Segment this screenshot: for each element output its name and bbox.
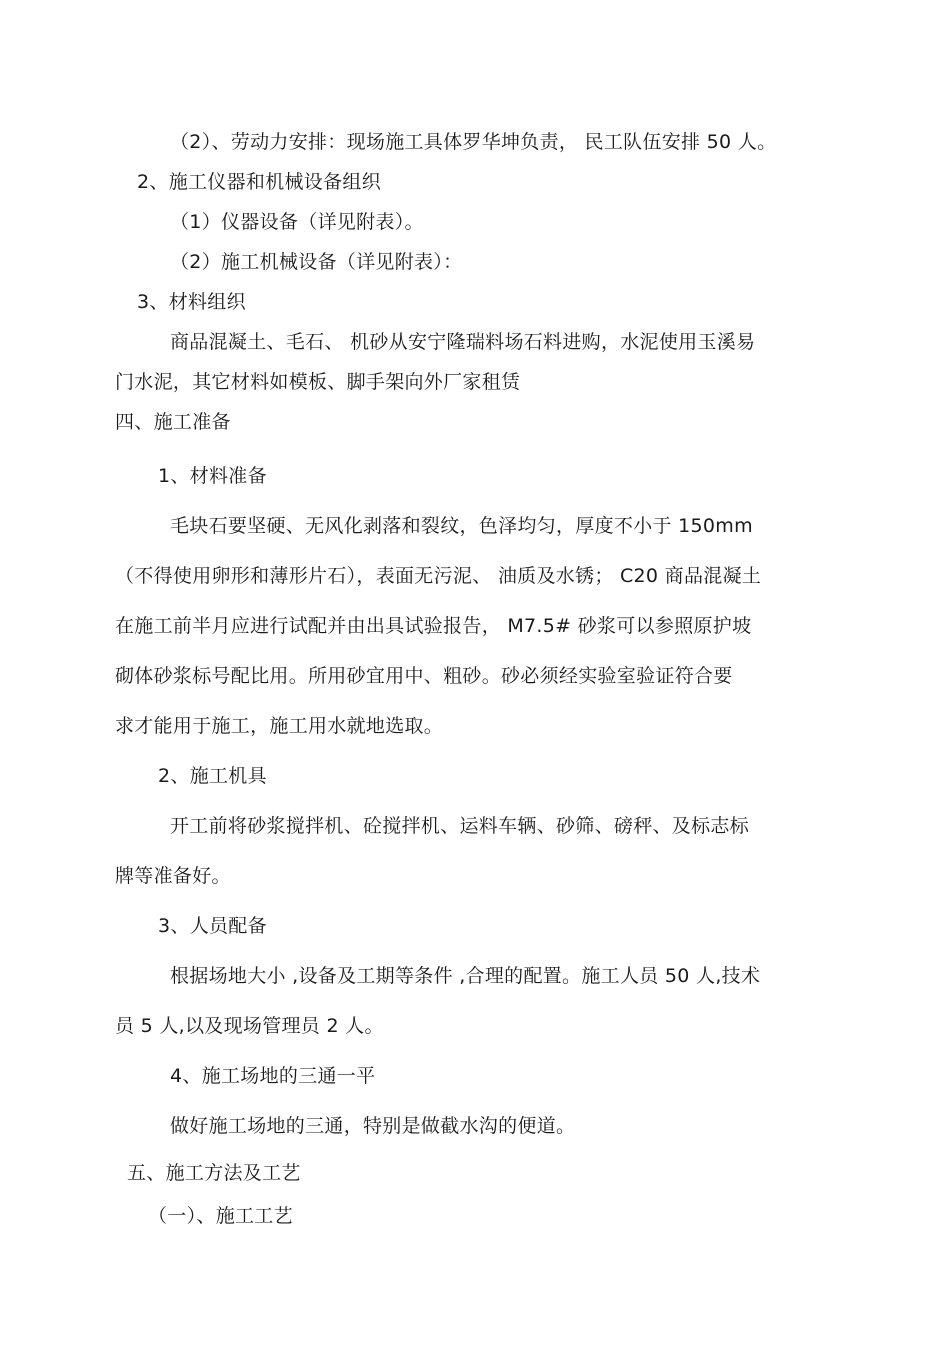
section-heading: 4、施工场地的三通一平 (170, 1065, 376, 1087)
subsection-heading: （一）、施工工艺 (148, 1205, 293, 1227)
paragraph-line: 开工前将砂浆搅拌机、砼搅拌机、运料车辆、砂筛、磅秤、及标志标 (170, 815, 750, 837)
section-heading: 3、材料组织 (137, 291, 246, 313)
section-heading: 1、材料准备 (158, 465, 267, 487)
paragraph-line: 求才能用于施工，施工用水就地选取。 (115, 715, 444, 737)
paragraph-line: 砌体砂浆标号配比用。所用砂宜用中、粗砂。砂必须经实验室验证符合要 (115, 665, 733, 687)
paragraph-line: 牌等准备好。 (115, 865, 231, 887)
paragraph-line: 毛块石要坚硬、无风化剥落和裂纹，色泽均匀，厚度不小于 150mm (170, 515, 753, 537)
paragraph-line: 在施工前半月应进行试配并由出具试验报告， M7.5# 砂浆可以参照原护坡 (115, 615, 752, 637)
section-heading: 3、人员配备 (158, 915, 267, 937)
paragraph-line: （不得使用卵形和薄形片石），表面无污泥、 油质及水锈； C20 商品混凝土 (115, 565, 762, 587)
paragraph-line: 做好施工场地的三通，特别是做截水沟的便道。 (170, 1115, 576, 1137)
paragraph-line: 根据场地大小 ,设备及工期等条件 ,合理的配置。施工人员 50 人,技术 (170, 965, 761, 987)
section-heading: 2、施工仪器和机械设备组织 (137, 171, 381, 193)
paragraph-line: 员 5 人,以及现场管理员 2 人。 (115, 1015, 384, 1037)
paragraph-line: 门水泥，其它材料如模板、脚手架向外厂家租赁 (115, 371, 521, 393)
text-line: （2）、劳动力安排：现场施工具体罗华坤负责， 民工队伍安排 50 人。 (170, 131, 777, 153)
section-heading: 2、施工机具 (158, 765, 267, 787)
text-line: （1）仪器设备（详见附表）。 (170, 211, 424, 233)
text-line: （2）施工机械设备（详见附表）： (170, 251, 463, 273)
chapter-heading: 四、施工准备 (115, 411, 231, 433)
paragraph-line: 商品混凝土、毛石、 机砂从安宁隆瑞料场石料进购，水泥使用玉溪易 (170, 331, 756, 353)
chapter-heading: 五、施工方法及工艺 (127, 1162, 301, 1184)
